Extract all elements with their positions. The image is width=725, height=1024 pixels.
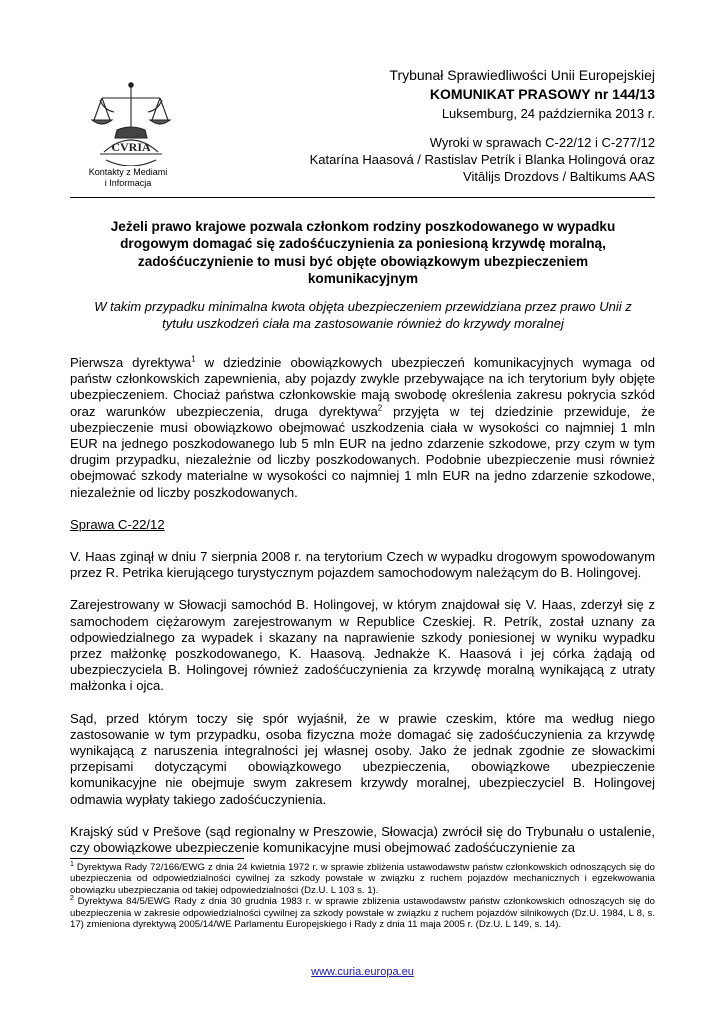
- paragraph-3: Zarejestrowany w Słowacji samochód B. Holingovej, w którym znajdował się V. Haas, zderzył się z samochodem ciężarowym zarejestrowanym w Republice Czeskiej. R. Petrík, został uznany za odpowiedzialnego za wypadek i skazany na naprawienie szkody poniesionej w wyniku wypadku przez małżonkę poszkodowanego, K. Haasovą. Jednakże K. Haasová i jej córka żądają od ubezpieczyciela B. Holingovej również zadośćuczynienia za krzywdę moralną wynikającą z utraty małżonka i ojca.: [70, 597, 655, 694]
- logo-wordmark: CVRIA: [111, 140, 151, 154]
- paragraph-4: Sąd, przed którym toczy się spór wyjaśnił, że w prawie czeskim, które ma według niego zastosowanie w tym przypadku, osoba fizyczna może domagać się zadośćuczynienia za krzywdę wynikającą z naruszenia integralności jej własnej osoby. Jako że jednak zgodnie ze słowackimi przepisami dotyczącymi obowiązkowego ubezpieczenia, obowiązkowe ubezpieczenie komunikacyjne nie obejmuje swym zakresem krzywdy moralnej, ubezpieczyciel B. Holingovej odmawia wypłaty takiego zadośćuczynienia.: [70, 710, 655, 807]
- footnote-1: [70, 862, 655, 896]
- footnote-ref-2[interactable]: 2: [377, 403, 383, 413]
- scales-of-justice-icon: [84, 80, 178, 166]
- article-body: [70, 355, 655, 856]
- paragraph-1: [70, 355, 655, 501]
- footnote-divider: [70, 858, 244, 859]
- paragraph-5: Krajský súd v Prešove (sąd regionalny w Preszowie, Słowacja) zwrócił się do Trybunału o ustalenie, czy obowiązkowe ubezpieczenie komunikacyjne musi obejmować zadośćuczynienie za: [70, 823, 655, 856]
- media-contact-label: [70, 167, 186, 189]
- headline: Jeżeli prawo krajowe pozwala członkom rodziny poszkodowanego w wypadku drogowym domagać się zadośćuczynienia za poniesioną krzywdę moralną, zadośćuczynienie to musi być objęte obowiązkowym ubezpieczeniem komunikacyjnym: [110, 219, 616, 286]
- case-line-1: Wyroki w sprawach C-22/12 i C-277/12: [429, 135, 655, 150]
- case-heading: Sprawa C-22/12: [70, 516, 165, 532]
- court-name: Trybunał Sprawiedliwości Unii Europejskiej: [389, 67, 655, 83]
- footnote-1-mark: 1: [70, 860, 74, 868]
- footnotes: [70, 862, 655, 930]
- footnote-2: [70, 896, 655, 930]
- paragraph-1-part-a: Pierwsza dyrektywa: [70, 355, 192, 370]
- contact-line-1: Kontakty z Mediami: [88, 167, 168, 177]
- release-date: Luksemburg, 24 października 2013 r.: [441, 106, 655, 121]
- paragraph-2: V. Haas zginął w dniu 7 sierpnia 2008 r. na terytorium Czech w wypadku drogowym spowodowanym przez R. Petrika kierującego turystycznym pojazdem samochodowym należącym do B. Holingovej.: [70, 549, 655, 581]
- case-line-3: Vitālijs Drozdovs / Baltikums AAS: [463, 169, 655, 184]
- paragraph-1-part-c: przyjęta w tej dziedzinie przewiduje, że ubezpieczenie musi obowiązkowo obejmować uszkodzenia ciała w wysokości co najmniej 1 mln EUR na jednego poszkodowanego lub 5 mln EUR na jedno zdarzenie szkodowe, przy czym w tym drugim przypadku, niezależnie od liczby poszkodowanych. Podobnie ubezpieczenie musi również obejmować szkody materialne w wysokości co najmniej 1 mln EUR na jedno zdarzenie szkodowe, niezależnie od liczby poszkodowanych.: [70, 403, 656, 500]
- curia-logo: [84, 80, 178, 166]
- footnote-2-mark: 2: [70, 895, 74, 903]
- case-line-2: Katarína Haasová / Rastislav Petrík i Blanka Holingová oraz: [309, 152, 655, 167]
- case-references: [255, 134, 655, 185]
- footnote-ref-1[interactable]: 1: [191, 354, 196, 364]
- curia-website-link[interactable]: www.curia.europa.eu: [311, 966, 414, 978]
- footnote-2-text: Dyrektywa 84/5/EWG Rady z dnia 30 grudnia 1983 r. w sprawie zbliżenia ustawodawstw państw członkowskich odnoszących się do ubezpieczenia w zakresie odpowiedzialności cywilnej za szkody powstałe w związku z ruchem pojazdów silnikowych (Dz.U. 1984, L 8, s. 17) zmieniona dyrektywą 2005/14/WE Parlamentu Europejskiego i Rady z dnia 11 maja 2005 r. (Dz.U. L 149, s. 14).: [70, 896, 655, 931]
- header-divider: [70, 197, 655, 198]
- footnote-1-text: Dyrektywa Rady 72/166/EWG z dnia 24 kwietnia 1972 r. w sprawie zbliżenia ustawodawstw państw członkowskich odnoszących się do ubezpieczenia od odpowiedzialności cywilnej za szkody powstałe w związku z ruchem pojazdów mechanicznych i egzekwowania obowiązku ubezpieczania od takiej odpowiedzialności (Dz.U. L 103 s. 1).: [70, 862, 655, 896]
- press-release-number: KOMUNIKAT PRASOWY nr 144/13: [429, 86, 655, 102]
- paragraph-1-part-b: w dziedzinie obowiązkowych ubezpieczeń komunikacyjnych wymaga od państw członkowskich zapewnienia, aby pojazdy zwykle przebywające na ich terytorium były objęte ubezpieczeniem. Chociaż państwa członkowskie mają swobodę określenia zakresu pokrycia szkód oraz warunków ubezpieczenia, druga dyrektywa: [70, 355, 655, 419]
- header-info: [255, 66, 655, 185]
- subheadline: W takim przypadku minimalna kwota objęta ubezpieczeniem przewidziana przez prawo Unii z tytułu uszkodzeń ciała ma zastosowanie również do krzywdy moralnej: [94, 299, 632, 331]
- contact-line-2: i Informacja: [104, 178, 152, 188]
